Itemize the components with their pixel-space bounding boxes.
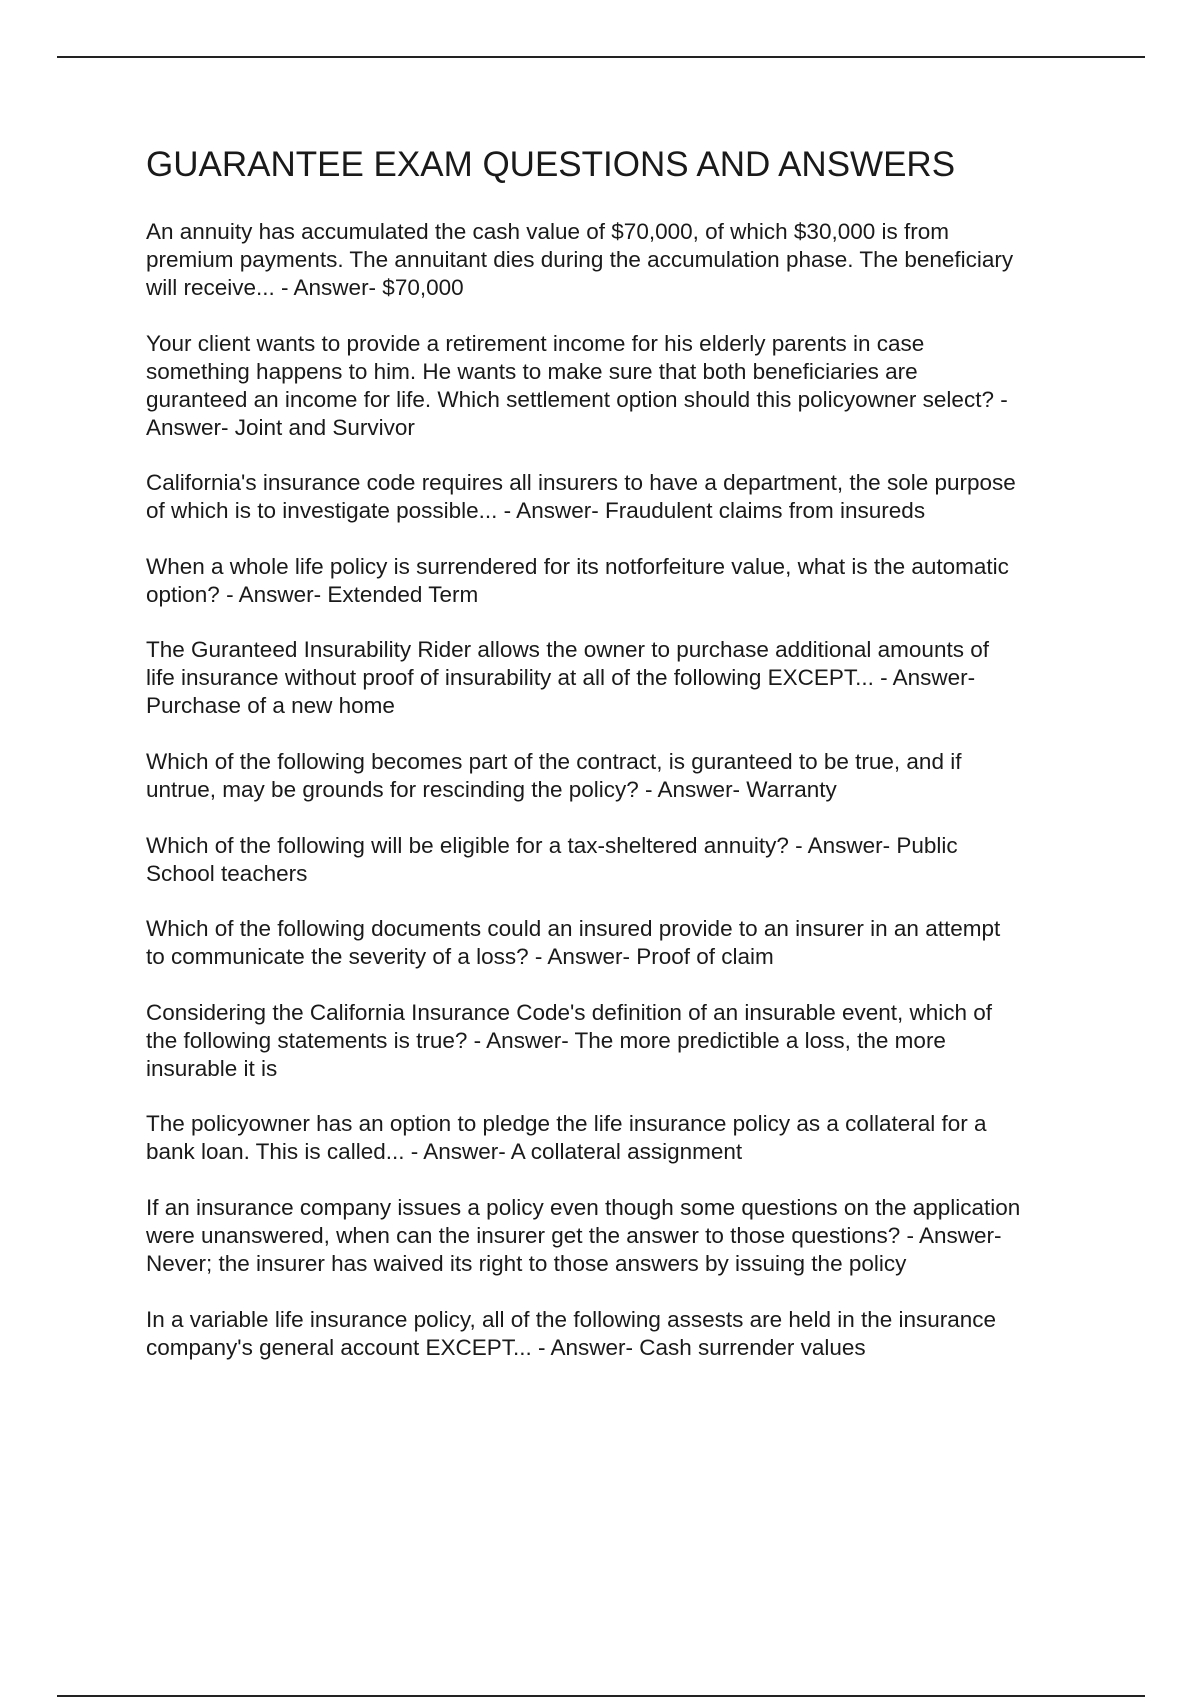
qa-item <box>146 553 1096 609</box>
qa-line: Which of the following becomes part of the contract, is guranteed to be true, and if <box>146 748 962 774</box>
qa-line: were unanswered, when can the insurer get the answer to those questions? - Answer- <box>146 1222 1002 1248</box>
qa-line: If an insurance company issues a policy even though some questions on the application <box>146 1194 1021 1220</box>
qa-item <box>146 218 1096 302</box>
qa-line: The policyowner has an option to pledge the life insurance policy as a collateral for a <box>146 1111 987 1137</box>
qa-line: The Guranteed Insurability Rider allows the owner to purchase additional amounts of <box>146 637 989 663</box>
qa-item <box>146 915 1096 971</box>
document-body <box>146 143 1096 1389</box>
qa-line: Which of the following documents could an insured provide to an insurer in an attempt <box>146 916 1001 942</box>
qa-line: option? - Answer- Extended Term <box>146 581 479 607</box>
qa-item <box>146 469 1096 525</box>
qa-line: will receive... - Answer- $70,000 <box>146 275 464 300</box>
qa-line: the following statements is true? - Answer- The more predictible a loss, the more <box>146 1027 946 1053</box>
qa-line: Which of the following will be eligible for a tax-sheltered annuity? - Answer- Public <box>146 832 958 858</box>
qa-item <box>146 1306 1096 1362</box>
qa-line: When a whole life policy is surrendered for its notforfeiture value, what is the automatic <box>146 553 1009 579</box>
qa-line: untrue, may be grounds for rescinding the policy? - Answer- Warranty <box>146 776 837 802</box>
qa-item <box>146 1110 1096 1166</box>
qa-line: California's insurance code requires all insurers to have a department, the sole purpose <box>146 470 1016 496</box>
qa-item <box>146 636 1096 720</box>
qa-item <box>146 832 1096 888</box>
qa-item <box>146 748 1096 804</box>
qa-line: Your client wants to provide a retirement income for his elderly parents in case <box>146 330 925 356</box>
qa-line: In a variable life insurance policy, all of the following assests are held in the insurance <box>146 1306 997 1332</box>
qa-item <box>146 330 1096 442</box>
qa-line: bank loan. This is called... - Answer- A collateral assignment <box>146 1139 743 1165</box>
document-title: GUARANTEE EXAM QUESTIONS AND ANSWERS <box>146 145 956 184</box>
qa-line: something happens to him. He wants to make sure that both beneficiaries are <box>146 358 918 384</box>
qa-line: life insurance without proof of insurability at all of the following EXCEPT... - Answer- <box>146 665 976 691</box>
qa-line: of which is to investigate possible... - Answer- Fraudulent claims from insureds <box>146 498 926 524</box>
qa-line: Answer- Joint and Survivor <box>146 414 415 440</box>
qa-line: insurable it is <box>146 1055 278 1081</box>
qa-line: Considering the California Insurance Code's definition of an insurable event, which of <box>146 999 993 1025</box>
qa-line: company's general account EXCEPT... - Answer- Cash surrender values <box>146 1334 866 1360</box>
qa-line: to communicate the severity of a loss? - Answer- Proof of claim <box>146 944 774 970</box>
top-divider <box>57 56 1145 58</box>
qa-line: Purchase of a new home <box>146 693 395 719</box>
qa-list <box>146 218 1096 1362</box>
qa-line: guranteed an income for life. Which settlement option should this policyowner select? - <box>146 386 1008 412</box>
qa-line: premium payments. The annuitant dies during the accumulation phase. The beneficiary <box>146 247 1014 272</box>
qa-item <box>146 999 1096 1083</box>
qa-item <box>146 1194 1096 1278</box>
qa-line: An annuity has accumulated the cash value of $70,000, of which $30,000 is from <box>146 219 950 244</box>
qa-line: School teachers <box>146 860 308 886</box>
qa-line: Never; the insurer has waived its right to those answers by issuing the policy <box>146 1250 907 1276</box>
bottom-divider <box>57 1695 1145 1697</box>
